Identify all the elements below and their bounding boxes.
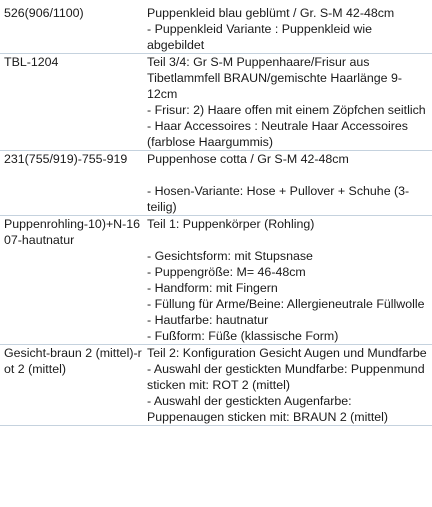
item-description <box>143 216 432 345</box>
description-line: - Hautfarbe: hautnatur <box>147 313 269 327</box>
table-row <box>0 151 432 216</box>
description-line: - Auswahl der gestickten Mundfarbe: Puppenmund sticken mit: ROT 2 (mittel) <box>147 362 425 392</box>
item-code: 231(755/919)-755-919 <box>0 151 143 216</box>
description-line: - Gesichtsform: mit Stupsnase <box>147 249 313 263</box>
description-line: - Füllung für Arme/Beine: Allergieneutrale Füllwolle <box>147 297 425 311</box>
description-line: - Frisur: 2) Haare offen mit einem Zöpfchen seitlich <box>147 103 426 117</box>
blank-line <box>147 232 430 248</box>
table-row <box>0 5 432 54</box>
description-line: - Puppenkleid Variante : Puppenkleid wie abgebildet <box>147 22 373 52</box>
description-line: Teil 3/4: Gr S-M Puppenhaare/Frisur aus Tibetlammfell BRAUN/gemischte Haarlänge 9-12cm <box>147 55 403 101</box>
description-line: - Fußform: Füße (klassische Form) <box>147 329 339 343</box>
item-code: 526(906/1100) <box>4 6 84 20</box>
item-description <box>143 54 432 151</box>
description-line: Puppenkleid blau geblümt / Gr. S-M 42-48cm <box>147 6 395 20</box>
blank-line <box>147 167 430 183</box>
description-line: - Haar Accessoires : Neutrale Haar Accessoires (farblose Haargummis) <box>147 119 408 149</box>
item-description <box>143 5 432 54</box>
description-line: - Hosen-Variante: Hose + Pullover + Schuhe (3-teilig) <box>147 184 410 214</box>
item-code: TBL-1204 <box>0 54 143 151</box>
table-row <box>0 216 432 345</box>
item-code: Puppenrohling-10)+N-1607-hautnatur <box>0 216 143 345</box>
description-line: - Puppengröße: M= 46-48cm <box>147 265 306 279</box>
item-description <box>143 151 432 216</box>
description-line: - Handform: mit Fingern <box>147 281 278 295</box>
description-line: Teil 2: Konfiguration Gesicht Augen und Mundfarbe <box>147 346 427 360</box>
order-items-table <box>0 5 432 426</box>
table-row <box>0 345 432 426</box>
item-code: Gesicht-braun 2 (mittel)-rot 2 (mittel) <box>0 345 143 426</box>
item-description <box>143 345 432 426</box>
description-line: Teil 1: Puppenkörper (Rohling) <box>147 217 315 231</box>
description-line: - Auswahl der gestickten Augenfarbe: Puppenaugen sticken mit: BRAUN 2 (mittel) <box>147 394 389 424</box>
description-line: Puppenhose cotta / Gr S-M 42-48cm <box>147 152 349 166</box>
table-row <box>0 54 432 151</box>
